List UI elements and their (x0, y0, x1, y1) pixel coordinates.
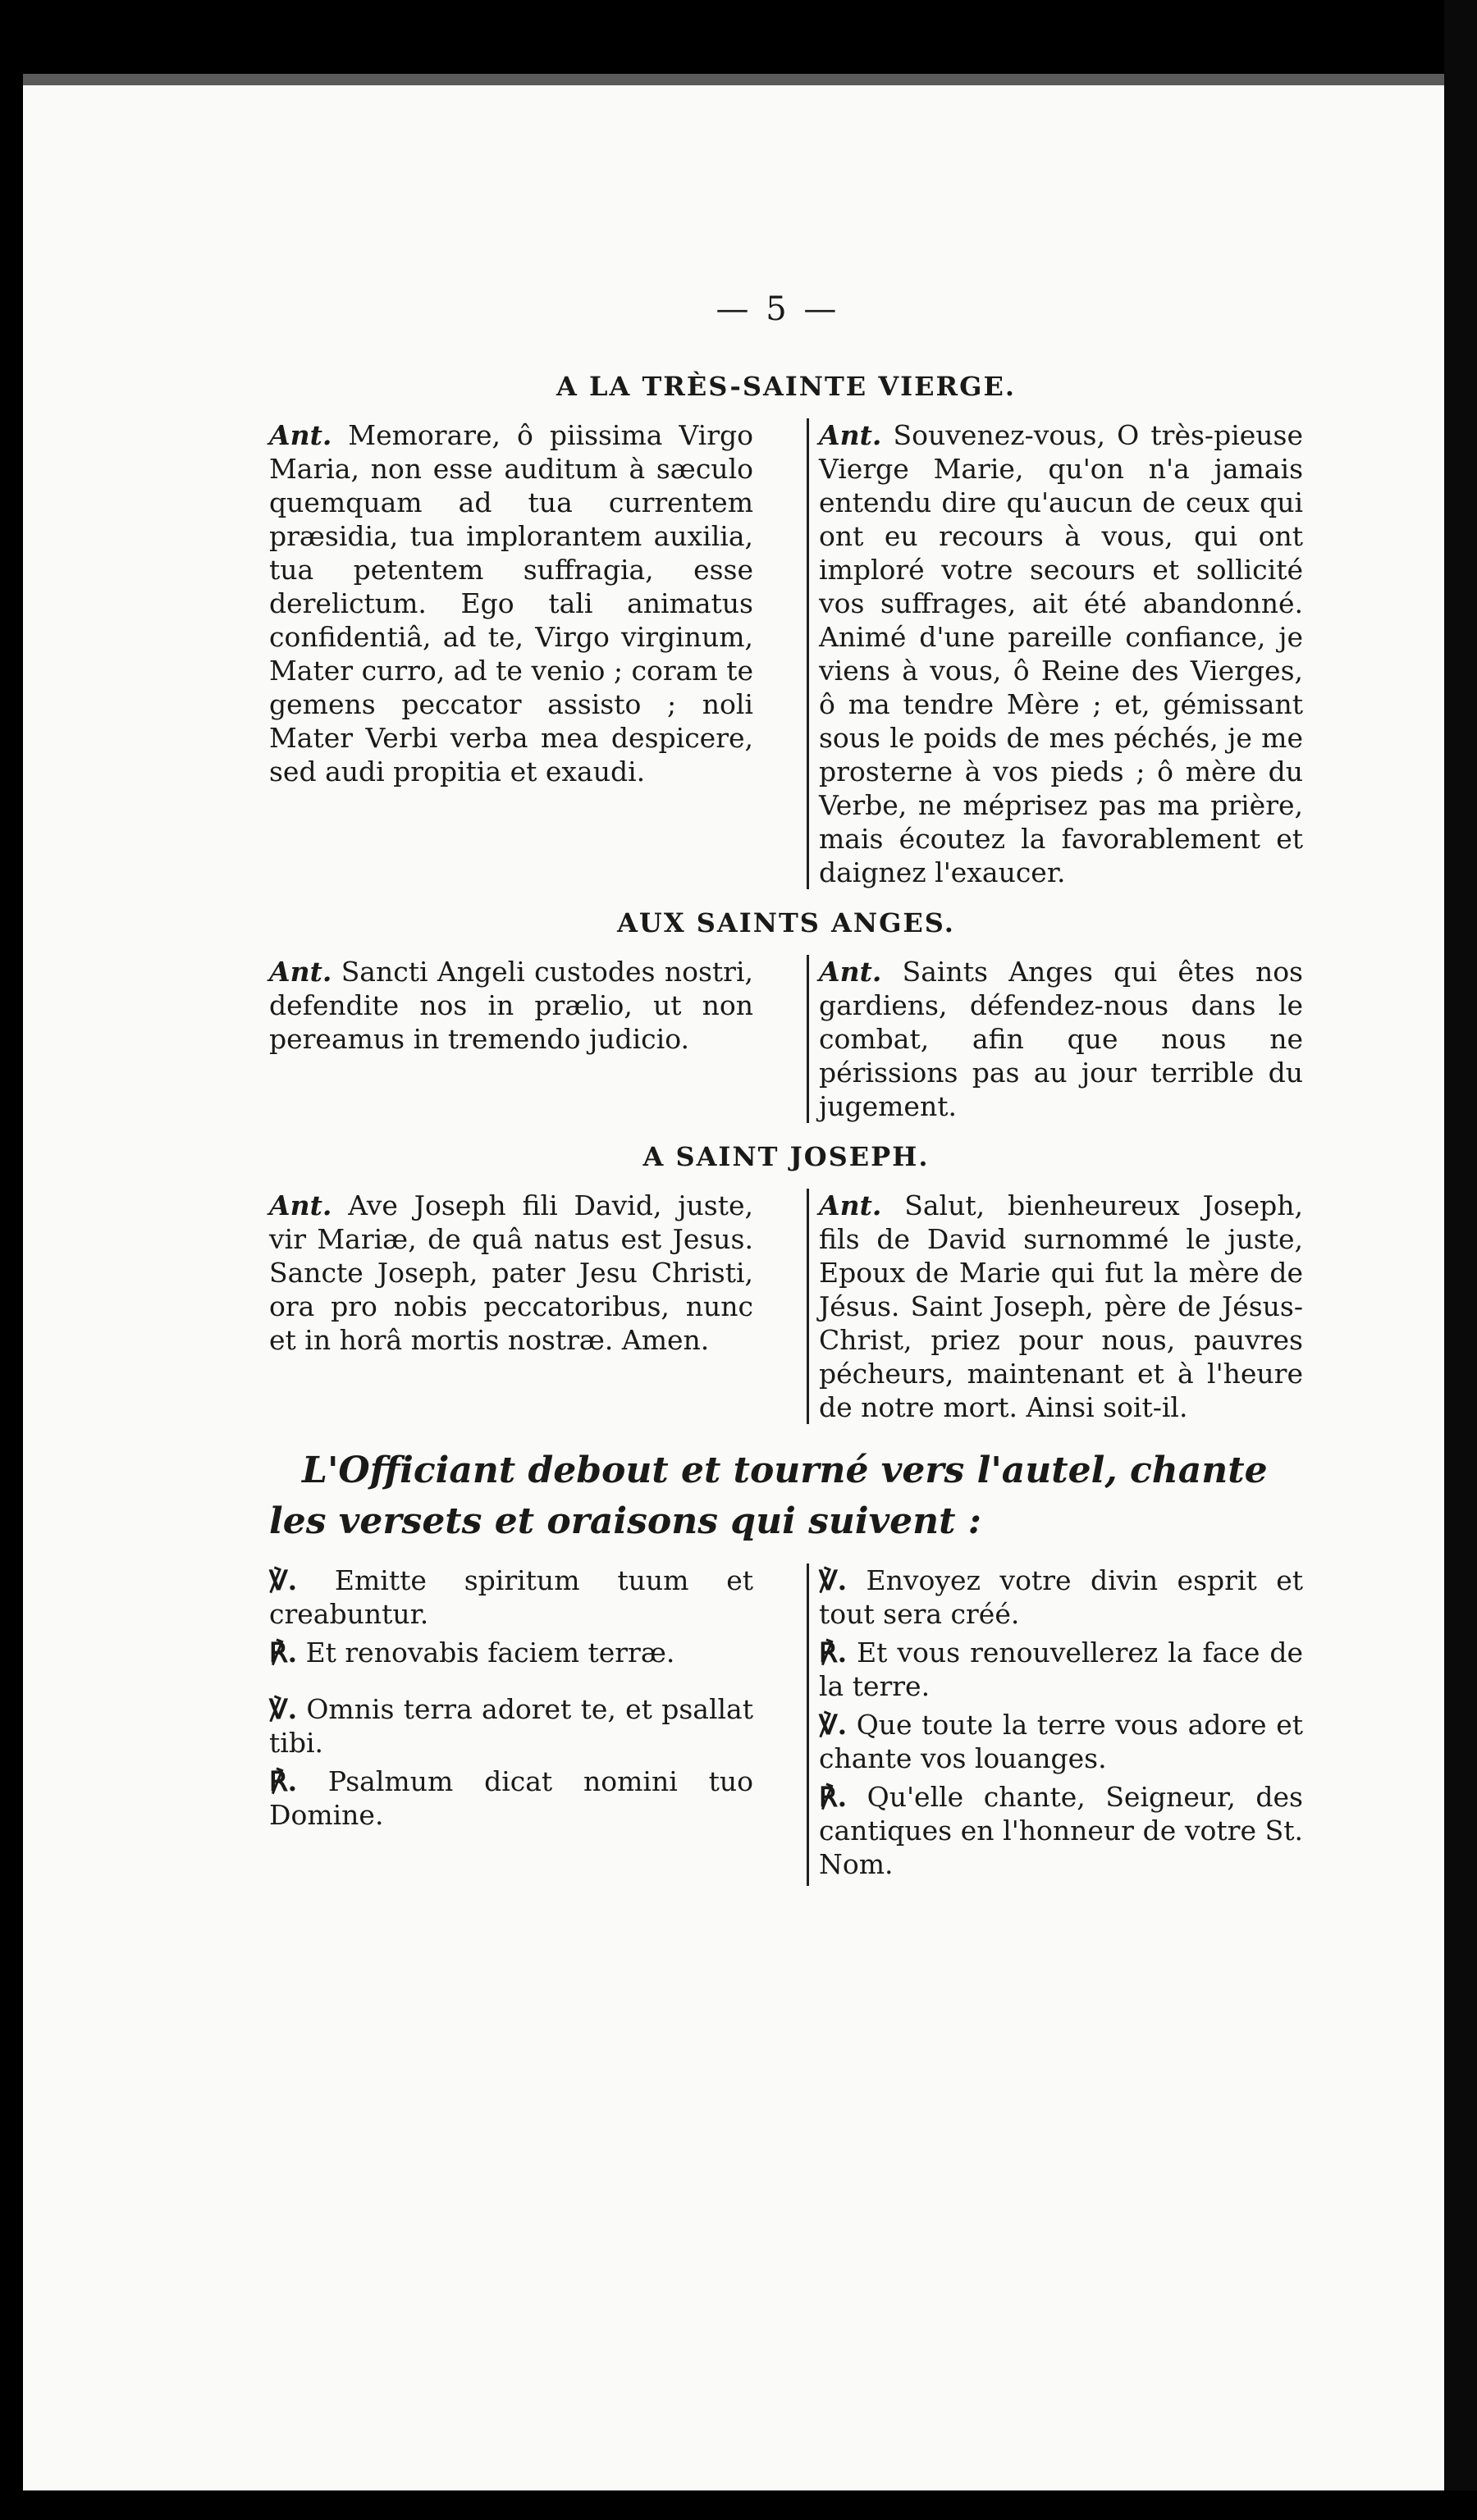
response-2 (269, 1764, 753, 1832)
spacer (269, 1674, 753, 1692)
prayer-vierge (269, 418, 1303, 889)
french-column (807, 1189, 1303, 1424)
book-page (23, 74, 1444, 2490)
antiphon-label: Ant. (269, 419, 332, 451)
response-2 (819, 1780, 1303, 1881)
latin-versicles (269, 1564, 765, 1837)
antiphon-label: Ant. (819, 956, 882, 988)
versicle-text: Omnis terra adoret te, et psallat tibi. (269, 1693, 753, 1759)
versicle-symbol: ℣. (819, 1564, 848, 1596)
french-text: Salut, bienheureux Joseph, fils de David surnommé le juste, Epoux de Marie qui fut la mère de Jésus. Saint Joseph, père de Jésus-Christ, priez pour nous, pauvres pécheurs, maintenant et à l'heure de notre mort. Ainsi soit-il. (819, 1189, 1303, 1423)
antiphon-label: Ant. (819, 419, 882, 451)
antiphon-label: Ant. (269, 1189, 332, 1221)
latin-column (269, 1189, 765, 1357)
latin-text: Sancti Angeli custodes nostri, defendite nos in prælio, ut non pereamus in tremendo judicio. (269, 956, 753, 1055)
french-column (807, 955, 1303, 1123)
scan-border-right (1444, 0, 1477, 2520)
latin-column (269, 418, 765, 788)
prayer-anges (269, 955, 1303, 1123)
versicles (269, 1564, 1303, 1897)
page-number: — 5 — (716, 290, 840, 328)
french-versicles (807, 1564, 1303, 1886)
versicle-symbol: ℣. (269, 1564, 298, 1596)
response-symbol: ℟. (269, 1637, 298, 1669)
prayer-joseph (269, 1189, 1303, 1424)
section-heading-vierge: A LA TRÈS-SAINTE VIERGE. (556, 371, 1016, 402)
section-heading-joseph: A SAINT JOSEPH. (642, 1141, 930, 1172)
page-content (269, 290, 1303, 1915)
versicle-1 (269, 1564, 753, 1631)
latin-text: Ave Joseph fili David, juste, vir Mariæ, de quâ natus est Jesus. Sancte Joseph, pater Jesu Christi, ora pro nobis peccatoribus, nunc et in horâ mortis nostræ. Amen. (269, 1189, 753, 1356)
latin-column (269, 955, 765, 1056)
response-symbol: ℟. (269, 1765, 298, 1797)
versicle-text: Envoyez votre divin esprit et tout sera créé. (819, 1564, 1303, 1630)
response-text: Et vous renouvellerez la face de la terre. (819, 1637, 1303, 1702)
versicle-symbol: ℣. (819, 1709, 848, 1741)
scan-border-left (0, 0, 23, 2520)
latin-text: Memorare, ô piissima Virgo Maria, non esse auditum à sæculo quemquam ad tua currentem præsidia, tua implorantem auxilia, tua petentem suffragia, esse derelictum. Ego tali animatus confidentiâ, ad te, Virgo virginum, Mater curro, ad te venio ; coram te gemens peccator assisto ; noli Mater Verbi verba mea despicere, sed audi propitia et exaudi. (269, 419, 753, 788)
antiphon-label: Ant. (819, 1189, 882, 1221)
section-heading-anges: AUX SAINTS ANGES. (617, 907, 955, 938)
versicle-2 (819, 1708, 1303, 1775)
versicle-2 (269, 1692, 753, 1760)
versicle-text: Emitte spiritum tuum et creabuntur. (269, 1564, 753, 1630)
french-text: Saints Anges qui êtes nos gardiens, défendez-nous dans le combat, afin que nous ne périssions pas au jour terrible du jugement. (819, 956, 1303, 1122)
response-symbol: ℟. (819, 1637, 848, 1669)
response-symbol: ℟. (819, 1781, 848, 1813)
versicle-symbol: ℣. (269, 1693, 298, 1725)
response-1 (819, 1636, 1303, 1703)
response-text: Et renovabis faciem terræ. (297, 1637, 675, 1669)
response-1 (269, 1636, 753, 1669)
scan-border-bottom (0, 2490, 1477, 2520)
response-text: Psalmum dicat nomini tuo Domine. (269, 1765, 753, 1831)
versicle-1 (819, 1564, 1303, 1631)
versicle-text: Que toute la terre vous adore et chante vos louanges. (819, 1709, 1303, 1774)
rubric-instruction: L'Officiant debout et tourné vers l'autel, chante les versets et oraisons qui suivent : (269, 1449, 1268, 1542)
antiphon-label: Ant. (269, 956, 332, 988)
french-text: Souvenez-vous, O très-pieuse Vierge Marie, qu'on n'a jamais entendu dire qu'aucun de ceux qui ont eu recours à vous, qui ont imploré votre secours et sollicité vos suffrages, ait été abandonné. Animé d'une pareille confiance, je viens à vous, ô Reine des Vierges, ô ma tendre Mère ; et, gémissant sous le poids de mes péchés, je me prosterne à vos pieds ; ô mère du Verbe, ne méprisez pas ma prière, mais écoutez la favorablement et daignez l'exaucer. (819, 419, 1303, 888)
response-text: Qu'elle chante, Seigneur, des cantiques en l'honneur de votre St. Nom. (819, 1781, 1303, 1880)
french-column (807, 418, 1303, 889)
